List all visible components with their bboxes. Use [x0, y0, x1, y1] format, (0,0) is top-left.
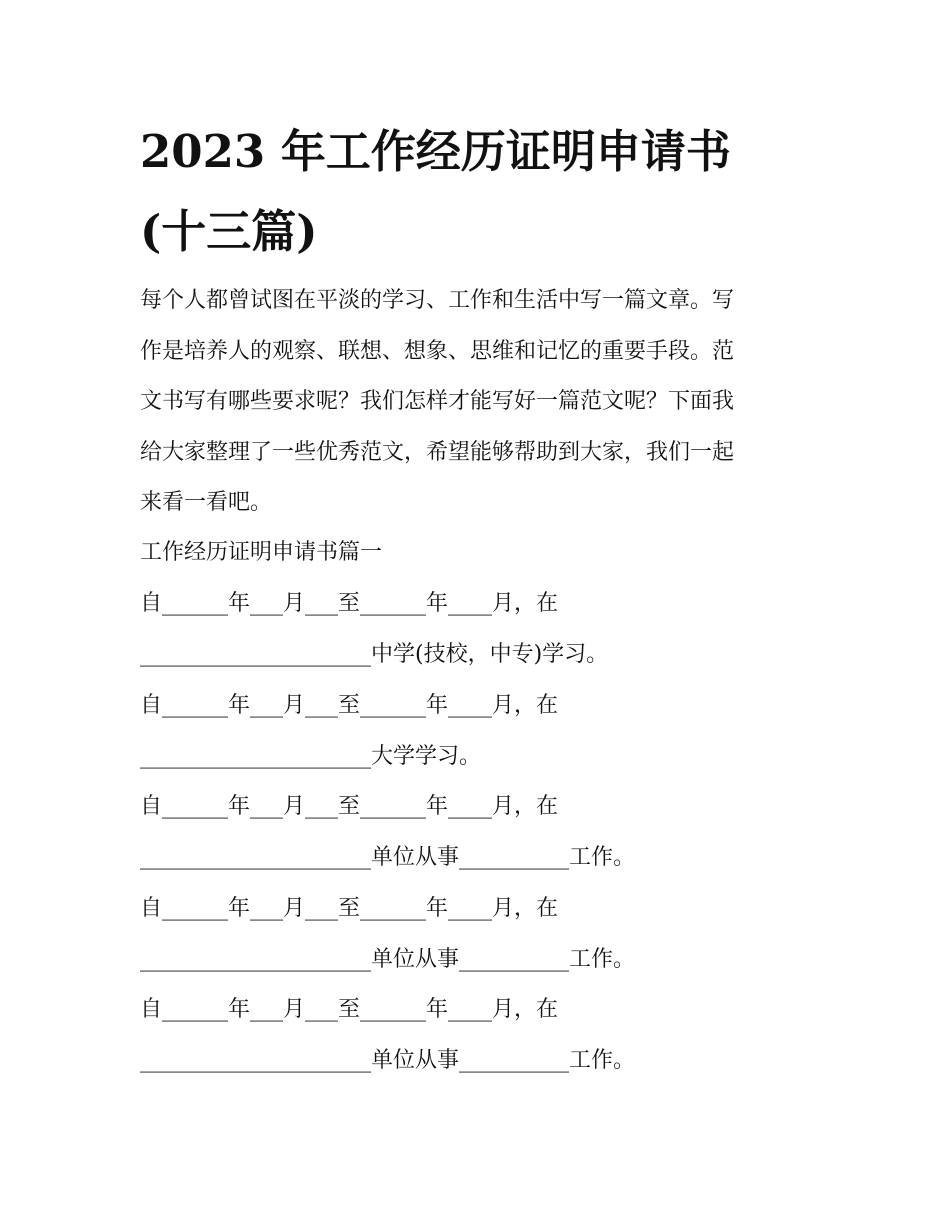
entry-period-line: 自______年___月___至______年____月，在 [140, 997, 559, 1022]
intro-paragraph [140, 276, 820, 529]
entry-work-line: _____________________单位从事__________工作。 [140, 1048, 636, 1073]
entry-work-line: _____________________单位从事__________工作。 [140, 845, 636, 870]
intro-line: 给大家整理了一些优秀范文，希望能够帮助到大家，我们一起 [140, 439, 735, 465]
intro-line: 每个人都曾试图在平淡的学习、工作和生活中写一篇文章。写 [140, 288, 735, 313]
section-heading: 工作经历证明申请书篇一 [140, 540, 383, 565]
title-line-1: 2023 年工作经历证明申请书 [140, 125, 731, 178]
intro-line: 文书写有哪些要求呢？我们怎样才能写好一篇范文呢？下面我 [140, 389, 735, 414]
document-title [140, 112, 820, 272]
entry-period-line: 自______年___月___至______年____月，在 [140, 591, 559, 616]
intro-line: 来看一看吧。 [140, 490, 273, 515]
title-line-2: (十三篇) [140, 205, 318, 258]
entry-period-line: 自______年___月___至______年____月，在 [140, 693, 559, 718]
entry-university-line: _____________________大学学习。 [140, 744, 482, 769]
entry-work-line: _____________________单位从事__________工作。 [140, 947, 636, 972]
entry-period-line: 自______年___月___至______年____月，在 [140, 794, 559, 819]
entry-period-line: 自______年___月___至______年____月，在 [140, 896, 559, 921]
entry-school-line: _____________________中学(技校，中专)学习。 [140, 642, 609, 667]
intro-line: 作是培养人的观察、联想、想象、思维和记忆的重要手段。范 [140, 338, 735, 364]
